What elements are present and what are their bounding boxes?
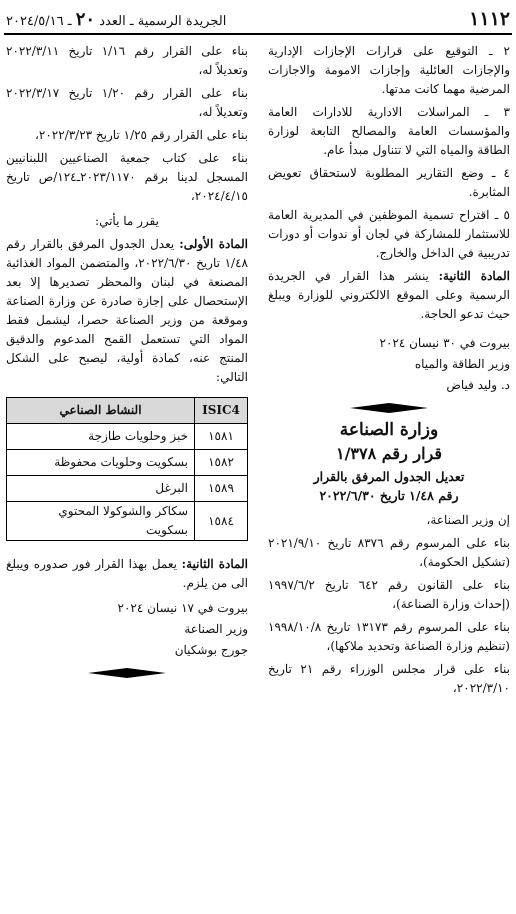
gazette-title: الجريدة الرسمية ـ العدد [99, 14, 227, 29]
table-row [7, 450, 248, 476]
header-isic: ISIC4 [195, 398, 248, 424]
running-title [6, 9, 226, 30]
activity: خبز وحلويات طازجة [7, 424, 195, 450]
decision-title: قرار رقم ١/٣٧٨ [335, 444, 443, 463]
article-text: يعدل الجدول المرفق بالقرار رقم ١/٤٨ تاريخ ٢٠٢٢/٦/٣٠، والمتضمن المواد الغذائية المصنعة في لبنان والمحظر تصديرها إلا بعد الإستحصال على إجازة صادرة عن وزارة الصناعة وموقعة من وزير الصناعة حصرا، ليشمل فقط المواد التي تستعمل القمح المدعوم والدقيق المنتج عنه، كمادة أولية، ليصبح على الشكل التالي: [6, 237, 248, 384]
table-row [7, 476, 248, 502]
isic-code: ١٥٨١ [195, 424, 248, 450]
item-4: ٤ ـ وضع التقارير المطلوبة لاستحقاق تعويض المثابرة. [268, 166, 510, 199]
recital: بناء على القرار رقم ١/٢٠ تاريخ ٢٠٢٢/٣/١٧ وتعديلاً له، [6, 86, 248, 119]
table-header-row [7, 398, 248, 424]
issue-number: ٢٠ [75, 9, 96, 30]
activity: سكاكر والشوكولا المحتوي بسكويت [7, 502, 195, 541]
isic-table [6, 397, 248, 541]
recital: بناء على القانون رقم ٦٤٢ تاريخ ١٩٩٧/٦/٢ (إحداث وزارة الصناعة)، [268, 578, 510, 611]
item-2: ٢ ـ التوقيع على قرارات الإجازات الإدارية والإجازات العائلية وإجازات الامومة والاجازات المرضية مهما كانت مدتها. [268, 44, 510, 96]
article-2-industry [6, 555, 248, 593]
page-number: ١١١٢ [469, 8, 510, 30]
activity: بسكويت وحلويات محفوظة [7, 450, 195, 476]
decides-heading: يقرر ما يأتي: [95, 214, 159, 228]
table-row [7, 502, 248, 541]
isic-code: ١٥٨٩ [195, 476, 248, 502]
place-date: بيروت في ٣٠ نيسان ٢٠٢٤ [379, 336, 510, 350]
recital: بناء على قرار مجلس الوزراء رقم ٢١ تاريخ ٢٠٢٢/٣/١٠، [268, 662, 510, 695]
isic-code: ١٥٨٤ [195, 502, 248, 541]
place-date: بيروت في ١٧ نيسان ٢٠٢٤ [117, 601, 248, 615]
item-3: ٣ ـ المراسلات الادارية للادارات العامة والمؤسسات العامة والمصالح التابعة لوزارة الطاقة والمياه التي لا تتناول مبدأ عام. [268, 105, 510, 157]
article-label: المادة الأولى: [179, 237, 248, 251]
article-text: يعمل بهذا القرار فور صدوره ويبلغ الى من يلزم. [6, 557, 248, 590]
minister-intro: إن وزير الصناعة، [426, 513, 510, 527]
issue-date: ـ ٢٠٢٤/٥/١٦ [6, 14, 72, 29]
section-separator-icon [350, 403, 428, 413]
article-label: المادة الثانية: [438, 269, 510, 283]
recital: بناء على المرسوم رقم ٨٣٧٦ تاريخ ٢٠٢١/٩/١٠ (تشكيل الحكومة)، [268, 536, 510, 569]
signer-name: د. وليد فياض [446, 378, 510, 392]
signer-title: وزير الصناعة [184, 622, 248, 636]
recital: بناء على المرسوم رقم ١٣١٧٣ تاريخ ١٩٩٨/١٠/٨ (تنظيم وزارة الصناعة وتحديد ملاكها)، [268, 620, 510, 653]
section-separator-icon [88, 668, 166, 678]
signer-name: جورج بوشكيان [174, 643, 248, 657]
left-column [6, 42, 248, 686]
signer-title: وزير الطاقة والمياه [414, 357, 510, 371]
recital: بناء على القرار رقم ١/١٦ تاريخ ٢٠٢٢/٣/١١ وتعديلاً له، [6, 44, 248, 77]
recital: بناء على القرار رقم ١/٢٥ تاريخ ٢٠٢٢/٣/٢٣، [35, 128, 248, 142]
right-column [268, 42, 510, 702]
article-1 [6, 235, 248, 387]
recital: بناء على كتاب جمعية الصناعيين اللبنانيين المسجل لدينا برقم ٢٠٢٣/١١٧٠ـ١٢٤/ص تاريخ ٢٠٢٤/٤/١٥، [6, 151, 248, 203]
activity: البرغل [7, 476, 195, 502]
decision-subject-1: تعديل الجدول المرفق بالقرار [313, 469, 465, 484]
ministry-heading: وزارة الصناعة [339, 420, 439, 440]
page-header [6, 8, 510, 30]
article-label: المادة الثانية: [181, 557, 248, 571]
article-text: ينشر هذا القرار في الجريدة الرسمية وعلى الموقع الالكتروني للوزارة ويبلغ حيث تدعو الحاجة. [268, 269, 510, 321]
article-2-energy [268, 267, 510, 324]
decision-subject-2: رقم ١/٤٨ تاريخ ٢٠٢٢/٦/٣٠ [319, 488, 459, 503]
header-activity: النشاط الصناعي [7, 398, 195, 424]
item-5: ٥ ـ اقتراح تسمية الموظفين في المديرية العامة للاستثمار للمشاركة في لجان أو ندوات أو دورات تدريبية في الداخل والخارج. [268, 208, 510, 260]
isic-code: ١٥٨٢ [195, 450, 248, 476]
header-rule [4, 33, 512, 35]
table-row [7, 424, 248, 450]
